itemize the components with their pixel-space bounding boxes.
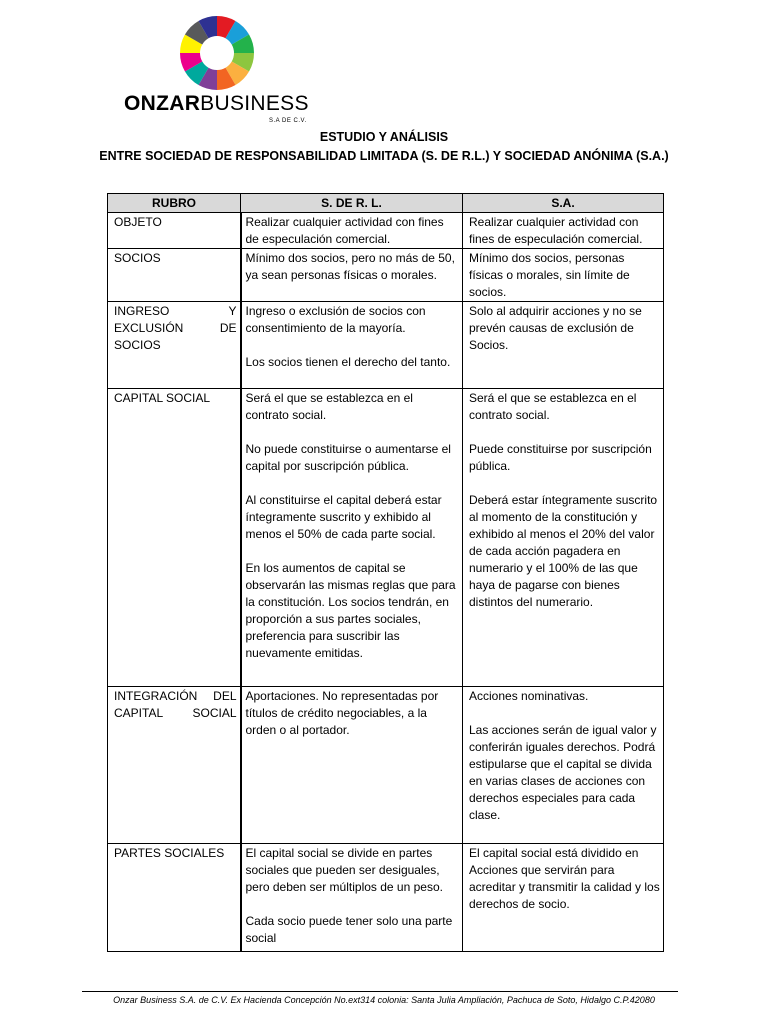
srl-paragraph: Aportaciones. No representadas por títulos de crédito negociables, a la orden o al portador. xyxy=(245,689,439,737)
rubro-cell: OBJETO xyxy=(108,213,241,249)
srl-cell xyxy=(241,687,463,844)
srl-paragraph: No puede constituirse o aumentarse el capital por suscripción pública. xyxy=(245,442,451,473)
table-header-row xyxy=(108,194,664,213)
company-logo xyxy=(120,10,320,130)
brand-suffix: S.A DE C.V. xyxy=(269,118,307,124)
table-row xyxy=(108,389,664,687)
table-row xyxy=(108,844,664,952)
document-subtitle: ENTRE SOCIEDAD DE RESPONSABILIDAD LIMITADA (S. DE R.L.) Y SOCIEDAD ANÓNIMA (S.A.) xyxy=(99,149,669,163)
srl-paragraph: Mínimo dos socios, pero no más de 50, ya sean personas físicas o morales. xyxy=(245,251,455,282)
rubro-cell: PARTES SOCIALES xyxy=(108,844,241,952)
srl-paragraph: Será el que se establezca en el contrato social. xyxy=(245,391,413,422)
srl-cell xyxy=(241,389,463,687)
rubro-cell: INGRESO Y EXCLUSIÓN DE SOCIOS xyxy=(108,302,241,389)
sa-cell xyxy=(463,389,664,687)
rubro-cell: SOCIOS xyxy=(108,249,241,302)
rubro-cell: INTEGRACIÓN DEL CAPITAL SOCIAL xyxy=(108,687,241,844)
header-sa: S.A. xyxy=(463,194,664,213)
srl-paragraph: El capital social se divide en partes sociales que pueden ser desiguales, pero deben ser múltiplos de un peso. xyxy=(245,846,443,894)
sa-paragraph: Mínimo dos socios, personas físicas o morales, sin límite de socios. xyxy=(469,251,630,299)
brand-name-light: BUSINESS xyxy=(200,92,309,115)
sa-cell xyxy=(463,249,664,302)
sa-cell xyxy=(463,213,664,249)
sa-paragraph: Será el que se establezca en el contrato social. xyxy=(469,391,637,422)
table-row xyxy=(108,302,664,389)
sa-cell xyxy=(463,302,664,389)
srl-cell xyxy=(241,213,463,249)
sa-paragraph: Las acciones serán de igual valor y conferirán iguales derechos. Podrá estipularse que el capital se divida en varias clases de acciones con derechos especiales para cada clase. xyxy=(469,723,657,822)
sa-paragraph: El capital social está dividido en Acciones que servirán para acreditar y transmitir la calidad y los derechos de socio. xyxy=(469,846,660,911)
srl-paragraph: Cada socio puede tener solo una parte social xyxy=(245,914,453,945)
header-rubro: RUBRO xyxy=(108,194,241,213)
color-wheel-logo-icon xyxy=(178,14,256,92)
sa-paragraph: Solo al adquirir acciones y no se prevén causas de exclusión de Socios. xyxy=(469,304,642,352)
brand-name-bold: ONZAR xyxy=(124,92,201,115)
srl-cell xyxy=(241,844,463,952)
srl-paragraph: En los aumentos de capital se observarán las mismas reglas que para la constitución. Los socios tendrán, en proporción a sus partes sociales, preferencia para suscribir las nuevamente emitidas. xyxy=(245,561,456,660)
document-title: ESTUDIO Y ANÁLISIS xyxy=(319,130,449,144)
srl-paragraph: Ingreso o exclusión de socios con consentimiento de la mayoría. xyxy=(245,304,426,335)
header-srl: S. DE R. L. xyxy=(241,194,463,213)
srl-paragraph: Realizar cualquier actividad con fines de especulación comercial. xyxy=(245,215,444,246)
srl-paragraph: Los socios tienen el derecho del tanto. xyxy=(245,355,451,369)
table-row xyxy=(108,687,664,844)
srl-cell xyxy=(241,249,463,302)
footer-divider xyxy=(82,991,678,992)
sa-paragraph: Acciones nominativas. xyxy=(469,689,589,703)
srl-paragraph: Al constituirse el capital deberá estar íntegramente suscrito y exhibido al menos el 50% de cada parte social. xyxy=(245,493,442,541)
srl-cell xyxy=(241,302,463,389)
sa-paragraph: Deberá estar íntegramente suscrito al momento de la constitución y exhibido al menos el 20% del valor de cada acción pagadera en numerario y el 100% de las que haya de pagarse con bienes distintos del numerario. xyxy=(469,493,658,609)
page-footer: Onzar Business S.A. de C.V. Ex Hacienda Concepción No.ext314 colonia: Santa Julia Ampliación, Pachuca de Soto, Hidalgo C.P.42080 xyxy=(113,995,655,1005)
sa-cell xyxy=(463,844,664,952)
sa-cell xyxy=(463,687,664,844)
table-row xyxy=(108,249,664,302)
comparison-table xyxy=(107,193,664,952)
sa-paragraph: Realizar cualquier actividad con fines de especulación comercial. xyxy=(469,215,643,246)
brand-name xyxy=(124,92,309,116)
sa-paragraph: Puede constituirse por suscripción pública. xyxy=(469,442,652,473)
table-row xyxy=(108,213,664,249)
rubro-cell: CAPITAL SOCIAL xyxy=(108,389,241,687)
